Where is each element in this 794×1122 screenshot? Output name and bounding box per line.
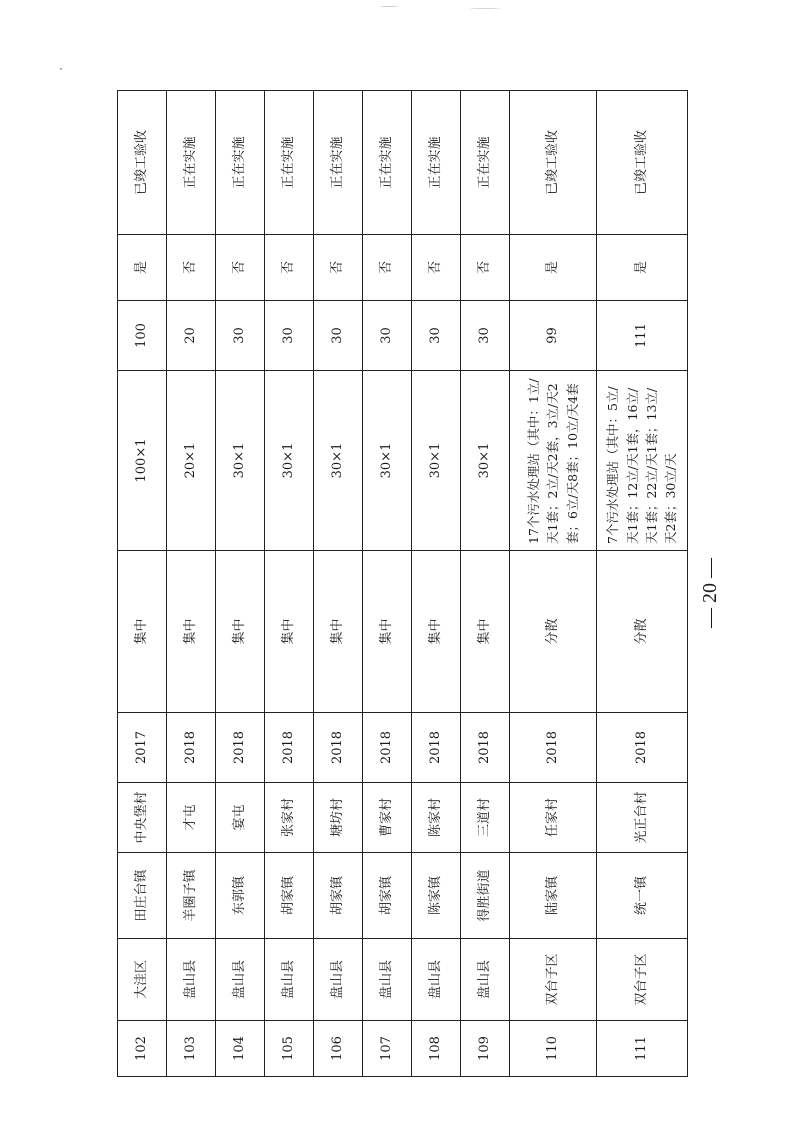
mode-cell: 集中 bbox=[265, 551, 314, 713]
village-cell: 中央堡村 bbox=[118, 783, 167, 853]
mode-cell: 集中 bbox=[461, 551, 510, 713]
status-cell: 已竣工验收 bbox=[510, 91, 597, 235]
project-table bbox=[117, 90, 688, 1077]
capacity-cell: 30 bbox=[363, 301, 412, 371]
table-row bbox=[510, 91, 597, 1077]
scale-cell: 30×1 bbox=[363, 371, 412, 551]
county-cell: 盘山县 bbox=[461, 939, 510, 1021]
county-cell: 双台子区 bbox=[597, 939, 688, 1021]
table-row bbox=[363, 91, 412, 1077]
mode-cell: 分散 bbox=[510, 551, 597, 713]
completed-cell: 是 bbox=[118, 235, 167, 301]
scan-speck bbox=[470, 8, 500, 9]
town-cell: 田庄台镇 bbox=[118, 853, 167, 939]
status-cell: 正在实施 bbox=[216, 91, 265, 235]
completed-cell: 否 bbox=[314, 235, 363, 301]
town-cell: 陈家镇 bbox=[412, 853, 461, 939]
status-cell: 正在实施 bbox=[363, 91, 412, 235]
row-number: 111 bbox=[597, 1021, 688, 1077]
mode-cell: 集中 bbox=[167, 551, 216, 713]
scale-cell: 20×1 bbox=[167, 371, 216, 551]
page-number: — 20 — bbox=[698, 558, 721, 628]
row-number: 102 bbox=[118, 1021, 167, 1077]
county-cell: 盘山县 bbox=[216, 939, 265, 1021]
county-cell: 双台子区 bbox=[510, 939, 597, 1021]
status-cell: 正在实施 bbox=[265, 91, 314, 235]
year-cell: 2018 bbox=[597, 713, 688, 783]
status-cell: 正在实施 bbox=[167, 91, 216, 235]
scale-cell: 7个污水处理站（其中：5立/天1套；12立/天1套，16立/天1套；22立/天1套；13立/天2套；30立/天 bbox=[597, 371, 688, 551]
capacity-cell: 100 bbox=[118, 301, 167, 371]
town-cell: 胡家镇 bbox=[314, 853, 363, 939]
year-cell: 2018 bbox=[314, 713, 363, 783]
town-cell: 羊圈子镇 bbox=[167, 853, 216, 939]
status-cell: 正在实施 bbox=[412, 91, 461, 235]
village-cell: 光正台村 bbox=[597, 783, 688, 853]
row-number: 105 bbox=[265, 1021, 314, 1077]
village-cell: 三道村 bbox=[461, 783, 510, 853]
rotated-table-container bbox=[117, 91, 683, 1077]
completed-cell: 否 bbox=[167, 235, 216, 301]
completed-cell: 是 bbox=[510, 235, 597, 301]
capacity-cell: 20 bbox=[167, 301, 216, 371]
status-cell: 正在实施 bbox=[314, 91, 363, 235]
table-row bbox=[118, 91, 167, 1077]
table-row bbox=[265, 91, 314, 1077]
year-cell: 2018 bbox=[363, 713, 412, 783]
table-row bbox=[314, 91, 363, 1077]
mode-cell: 集中 bbox=[314, 551, 363, 713]
mode-cell: 集中 bbox=[363, 551, 412, 713]
village-cell: 曹家村 bbox=[363, 783, 412, 853]
village-cell: 陈家村 bbox=[412, 783, 461, 853]
village-cell: 才屯 bbox=[167, 783, 216, 853]
table-row bbox=[412, 91, 461, 1077]
completed-cell: 否 bbox=[363, 235, 412, 301]
status-cell: 正在实施 bbox=[461, 91, 510, 235]
year-cell: 2018 bbox=[167, 713, 216, 783]
capacity-cell: 30 bbox=[412, 301, 461, 371]
scale-cell: 30×1 bbox=[265, 371, 314, 551]
row-number: 109 bbox=[461, 1021, 510, 1077]
row-number: 103 bbox=[167, 1021, 216, 1077]
town-cell: 东郭镇 bbox=[216, 853, 265, 939]
year-cell: 2018 bbox=[216, 713, 265, 783]
county-cell: 盘山县 bbox=[363, 939, 412, 1021]
row-number: 106 bbox=[314, 1021, 363, 1077]
status-cell: 已竣工验收 bbox=[597, 91, 688, 235]
county-cell: 盘山县 bbox=[265, 939, 314, 1021]
scale-cell: 100×1 bbox=[118, 371, 167, 551]
mode-cell: 集中 bbox=[118, 551, 167, 713]
status-cell: 已竣工验收 bbox=[118, 91, 167, 235]
row-number: 108 bbox=[412, 1021, 461, 1077]
completed-cell: 否 bbox=[216, 235, 265, 301]
village-cell: 任家村 bbox=[510, 783, 597, 853]
completed-cell: 否 bbox=[412, 235, 461, 301]
completed-cell: 是 bbox=[597, 235, 688, 301]
scale-cell: 30×1 bbox=[412, 371, 461, 551]
scan-speck bbox=[380, 6, 398, 7]
completed-cell: 否 bbox=[265, 235, 314, 301]
scan-speck bbox=[60, 68, 62, 70]
year-cell: 2018 bbox=[461, 713, 510, 783]
village-cell: 宴屯 bbox=[216, 783, 265, 853]
town-cell: 陆家镇 bbox=[510, 853, 597, 939]
village-cell: 张家村 bbox=[265, 783, 314, 853]
capacity-cell: 30 bbox=[265, 301, 314, 371]
mode-cell: 集中 bbox=[216, 551, 265, 713]
mode-cell: 分散 bbox=[597, 551, 688, 713]
row-number: 104 bbox=[216, 1021, 265, 1077]
mode-cell: 集中 bbox=[412, 551, 461, 713]
scale-cell: 30×1 bbox=[216, 371, 265, 551]
county-cell: 盘山县 bbox=[412, 939, 461, 1021]
year-cell: 2017 bbox=[118, 713, 167, 783]
capacity-cell: 99 bbox=[510, 301, 597, 371]
town-cell: 统一镇 bbox=[597, 853, 688, 939]
table-row bbox=[167, 91, 216, 1077]
row-number: 107 bbox=[363, 1021, 412, 1077]
county-cell: 大洼区 bbox=[118, 939, 167, 1021]
town-cell: 胡家镇 bbox=[363, 853, 412, 939]
town-cell: 胡家镇 bbox=[265, 853, 314, 939]
table-row bbox=[216, 91, 265, 1077]
row-number: 110 bbox=[510, 1021, 597, 1077]
county-cell: 盘山县 bbox=[167, 939, 216, 1021]
capacity-cell: 111 bbox=[597, 301, 688, 371]
capacity-cell: 30 bbox=[461, 301, 510, 371]
table-row bbox=[461, 91, 510, 1077]
capacity-cell: 30 bbox=[216, 301, 265, 371]
capacity-cell: 30 bbox=[314, 301, 363, 371]
scale-cell: 30×1 bbox=[461, 371, 510, 551]
year-cell: 2018 bbox=[510, 713, 597, 783]
scale-cell: 17个污水处理站（其中：1立/天1套；2立/天2套，3立/天2套；6立/天8套；10立/天4套 bbox=[510, 371, 597, 551]
year-cell: 2018 bbox=[265, 713, 314, 783]
year-cell: 2018 bbox=[412, 713, 461, 783]
scale-cell: 30×1 bbox=[314, 371, 363, 551]
county-cell: 盘山县 bbox=[314, 939, 363, 1021]
town-cell: 得胜街道 bbox=[461, 853, 510, 939]
village-cell: 塘坊村 bbox=[314, 783, 363, 853]
completed-cell: 否 bbox=[461, 235, 510, 301]
